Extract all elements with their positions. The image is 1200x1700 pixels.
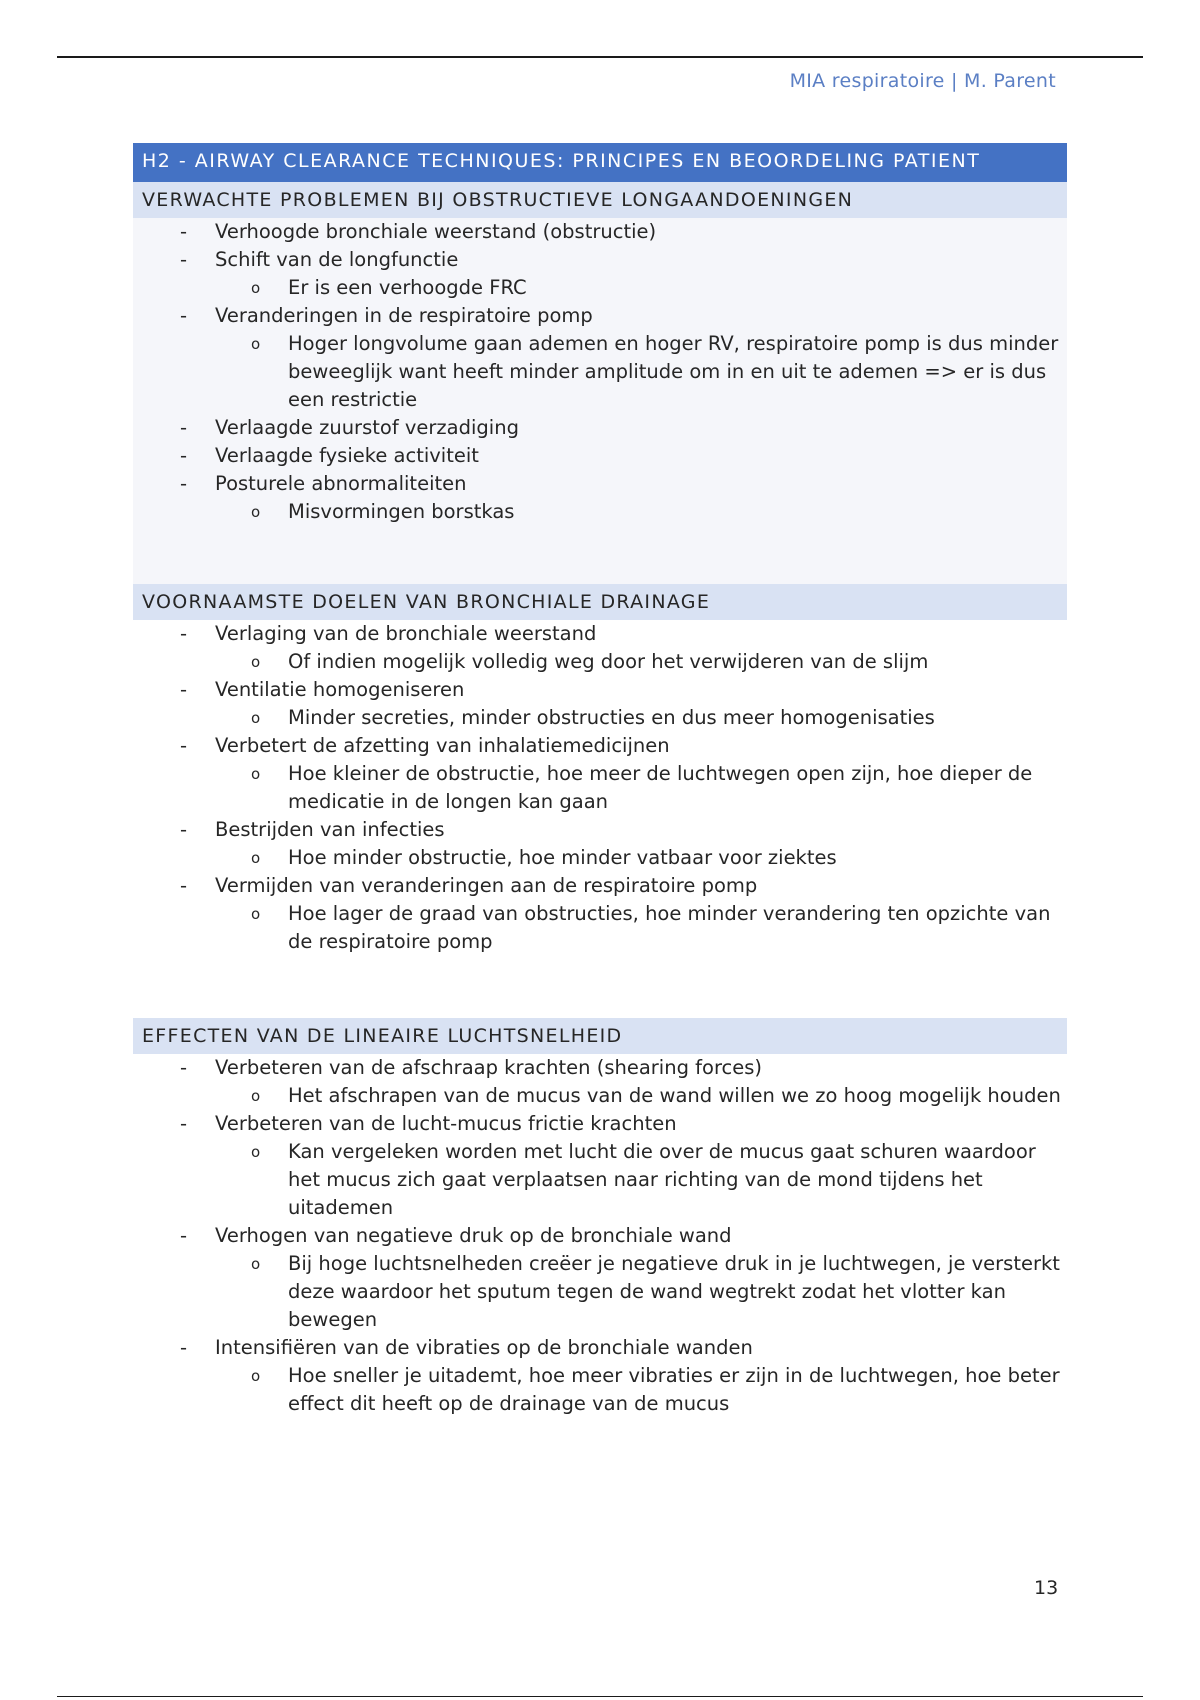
sub-list-item: o Minder secreties, minder obstructies en dus meer homogenisaties <box>251 706 935 729</box>
section-drainage-goals <box>133 584 1067 1018</box>
list-item: - Verbetert de afzetting van inhalatiemedicijnen o Hoe kleiner de obstructie, hoe meer de luchtwegen open zijn, hoe dieper de medicatie in de longen kan gaan <box>133 732 1067 816</box>
sub-list-item: o Hoger longvolume gaan ademen en hoger RV, respiratoire pomp is dus minder beweeglijk want heeft minder amplitude om in en uit te ademen => er is dus een restrictie <box>251 332 1059 411</box>
bullet-list <box>133 1054 1067 1418</box>
sub-list-item: o Bij hoge luchtsnelheden creëer je negatieve druk in je luchtwegen, je versterkt deze waardoor het sputum tegen de wand wegtrekt zodat het vlotter kan bewegen <box>251 1252 1060 1331</box>
list-item: - Posturele abnormaliteiten o Misvormingen borstkas <box>133 470 1067 526</box>
section-body <box>133 218 1067 584</box>
sub-list-item: o Of indien mogelijk volledig weg door het verwijderen van de slijm <box>251 650 929 673</box>
list-item: - Verlaging van de bronchiale weerstand o Of indien mogelijk volledig weg door het verwijderen van de slijm <box>133 620 1067 676</box>
section-title: EFFECTEN VAN DE LINEAIRE LUCHTSNELHEID <box>133 1018 1067 1054</box>
section-title: VOORNAAMSTE DOELEN VAN BRONCHIALE DRAINAGE <box>133 584 1067 620</box>
section-linear-airflow-effects <box>133 1018 1067 1418</box>
bottom-rule <box>57 1696 1143 1697</box>
sub-list-item: o Hoe lager de graad van obstructies, hoe minder verandering ten opzichte van de respiratoire pomp <box>251 902 1051 953</box>
sub-list-item: o Hoe sneller je uitademt, hoe meer vibraties er zijn in de luchtwegen, hoe beter effect dit heeft op de drainage van de mucus <box>251 1364 1060 1415</box>
top-rule <box>57 56 1143 58</box>
list-item: - Verhogen van negatieve druk op de bronchiale wand o Bij hoge luchtsnelheden creëer je negatieve druk in je luchtwegen, je versterkt deze waardoor het sputum tegen de wand wegtrekt zodat het vlotter kan bewegen <box>133 1222 1067 1334</box>
sub-list-item: o Hoe kleiner de obstructie, hoe meer de luchtwegen open zijn, hoe dieper de medicatie in de longen kan gaan <box>251 762 1033 813</box>
list-item: - Intensifiëren van de vibraties op de bronchiale wanden o Hoe sneller je uitademt, hoe meer vibraties er zijn in de luchtwegen, hoe beter effect dit heeft op de drainage van de mucus <box>133 1334 1067 1418</box>
list-item: - Ventilatie homogeniseren o Minder secreties, minder obstructies en dus meer homogenisaties <box>133 676 1067 732</box>
page-content <box>133 143 1067 1418</box>
chapter-title: H2 - AIRWAY CLEARANCE TECHNIQUES: PRINCIPES EN BEOORDELING PATIENT <box>133 143 1067 182</box>
page-number: 13 <box>1034 1577 1059 1599</box>
list-item: - Verlaagde zuurstof verzadiging <box>180 416 519 439</box>
list-item: - Verbeteren van de afschraap krachten (shearing forces) o Het afschrapen van de mucus van de wand willen we zo hoog mogelijk houden <box>133 1054 1067 1110</box>
list-item: - Verbeteren van de lucht-mucus frictie krachten o Kan vergeleken worden met lucht die over de mucus gaat schuren waardoor het mucus zich gaat verplaatsen naar richting van de mond tijdens het uitademen <box>133 1110 1067 1222</box>
sub-list-item: o Kan vergeleken worden met lucht die over de mucus gaat schuren waardoor het mucus zich gaat verplaatsen naar richting van de mond tijdens het uitademen <box>251 1140 1036 1219</box>
sub-list-item: o Hoe minder obstructie, hoe minder vatbaar voor ziektes <box>251 846 837 869</box>
section-expected-problems <box>133 182 1067 584</box>
sub-list-item: o Er is een verhoogde FRC <box>251 276 527 299</box>
list-item: - Verhoogde bronchiale weerstand (obstructie) <box>180 220 657 243</box>
section-title: VERWACHTE PROBLEMEN BIJ OBSTRUCTIEVE LONGAANDOENINGEN <box>133 182 1067 218</box>
sub-list-item: o Het afschrapen van de mucus van de wand willen we zo hoog mogelijk houden <box>251 1084 1061 1107</box>
list-item: - Verlaagde fysieke activiteit <box>180 444 479 467</box>
bullet-list <box>133 218 1067 526</box>
list-item: - Schift van de longfunctie o Er is een verhoogde FRC <box>133 246 1067 302</box>
running-header: MIA respiratoire | M. Parent <box>789 70 1056 92</box>
list-item: - Vermijden van veranderingen aan de respiratoire pomp o Hoe lager de graad van obstructies, hoe minder verandering ten opzichte van de respiratoire pomp <box>133 872 1067 956</box>
section-body <box>133 1054 1067 1418</box>
list-item: - Veranderingen in de respiratoire pomp o Hoger longvolume gaan ademen en hoger RV, respiratoire pomp is dus minder beweeglijk want heeft minder amplitude om in en uit te ademen => er is dus een restrictie <box>133 302 1067 414</box>
section-body <box>133 620 1067 1018</box>
sub-list-item: o Misvormingen borstkas <box>251 500 515 523</box>
bullet-list <box>133 620 1067 956</box>
list-item: - Bestrijden van infecties o Hoe minder obstructie, hoe minder vatbaar voor ziektes <box>133 816 1067 872</box>
